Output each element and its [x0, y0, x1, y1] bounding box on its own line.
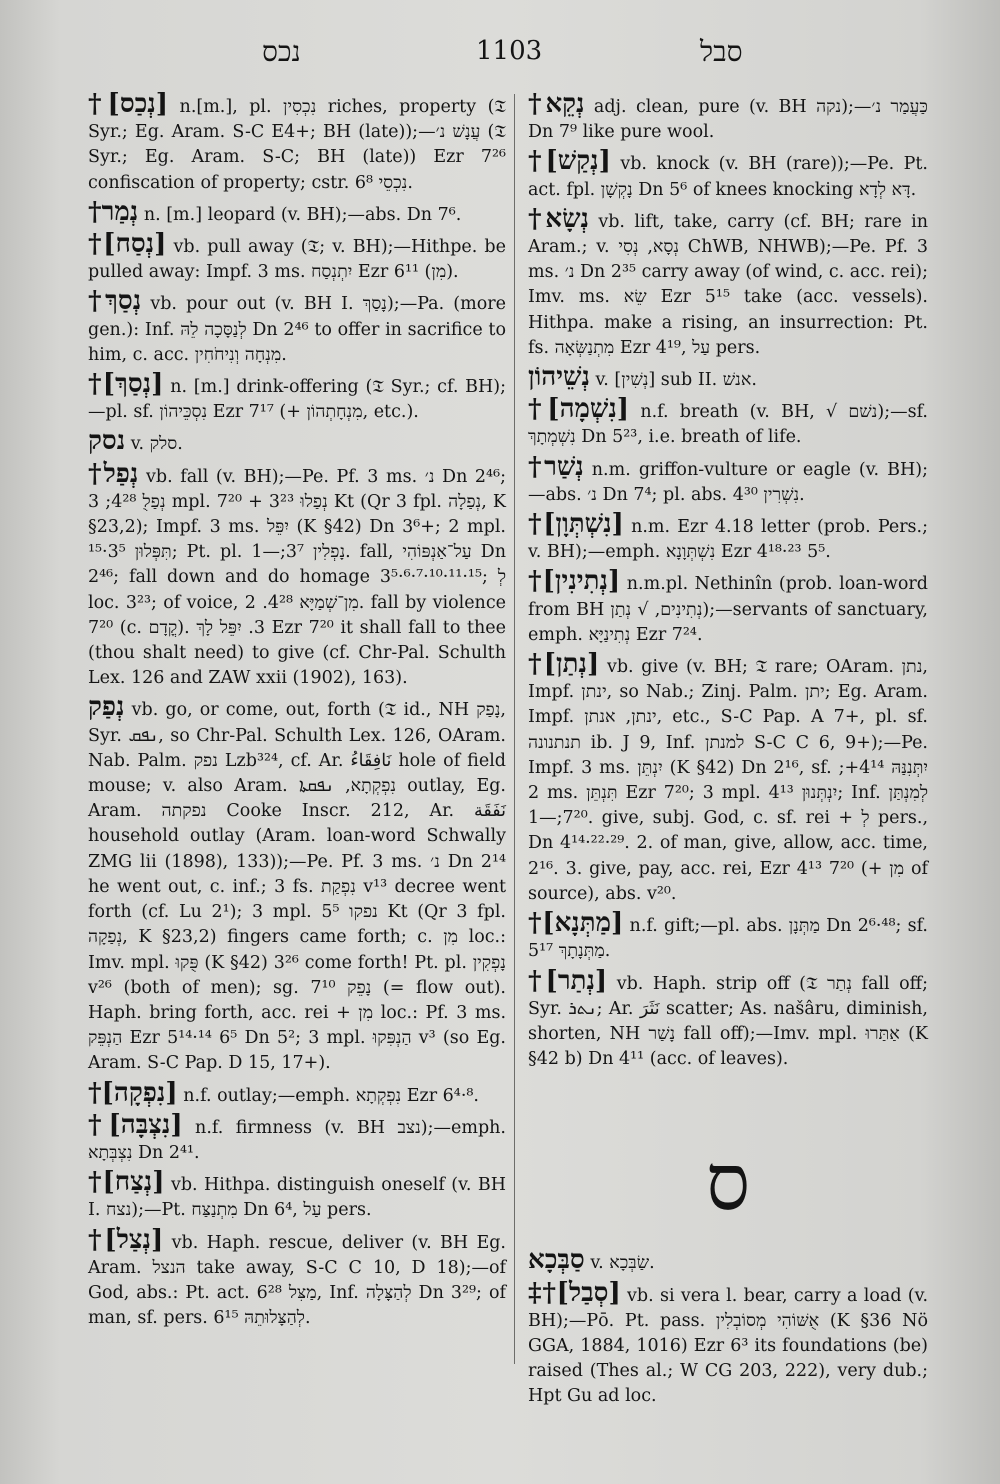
entry-netan	[528, 649, 929, 907]
entry-lemma: †[נִשְׁמָה]	[528, 394, 630, 425]
entry-body: vb. Haph. rescue, deliver (v. BH Eg. Aram. הנצל take away, S-C C 10, D 18);—of God, abs.: Pt. act. מַצִּל 6²⁸, Inf. לְהַצָּלָה Dn 3²⁹; of man, sf. pers. לְהַצָּלוּתֵהּ 6¹⁵.	[88, 1232, 506, 1329]
page-number: 1103	[476, 36, 543, 66]
entry-nsq-crossref	[88, 426, 506, 457]
entry-neqash	[528, 146, 928, 202]
entry-lemma: †[נְכַס]	[88, 89, 169, 119]
entry-lemma: †[נְתַן]	[528, 649, 600, 680]
entry-body: v. שַׂבְּכָא.	[590, 1253, 655, 1274]
entry-body: vb. go, or come, out, forth (𝔗 id., NH נָפַק, Syr. ܢܦܩ, so Chr-Pal. Schulth Lex. 126, OAram. Nab. Palm. נפק Lzb³²⁴, cf. Ar. نَافِقَاءُ hole of field mouse; v. also Aram. נִפְקְתָא, ܢܦܩܬܐ outlay, Eg. Aram. נפקתה Cooke Inscr. 212, Ar. نَفَقَة household outlay (Aram. loan-word Schwally ZMG lii (1898), 133));—Pe. Pf. 3 ms. נ׳ Dn 2¹⁴ he went out, c. inf.; 3 fs. נִפְקַת v¹³ decree went forth (cf. Lu 2¹); 3 mpl. נפקו 5⁵ Kt (Qr 3 fpl. נְפַקָה, K §23,2) fingers came forth; c. מִן loc.: Imv. mpl. פֻּקוּ (K §42) 3²⁶ come forth! Pt. pl. נָפְקִין v²⁶ (both of men); sg. נָפֵק 7¹⁰ (= flow out). Haph. bring forth, acc. rei + מִן loc.: Pf. 3 ms. הַנְפֵּק Ezr 5¹⁴·¹⁴ 6⁵ Dn 5²; 3 mpl. הַנְפִּקוּ v³ (so Eg. Aram. S-C Pap. D 15, 17+).	[88, 700, 507, 1074]
entry-lemma: נְשֵׁיהוֹן	[528, 362, 590, 393]
entry-lemma: †[נִפְקָה]	[88, 1077, 178, 1108]
entry-nesah-hithpa	[88, 1167, 506, 1223]
entry-lemma: †[מַתְּנָא]	[528, 908, 624, 939]
entry-body: vb. Hithpa. distinguish oneself (v. BH I. נצח);—Pt. מִתְנַצַּח Dn 6⁴, עַל pers.	[88, 1175, 506, 1221]
entry-body: vb. pull away (𝔗; v. BH);—Hithpe. be pulled away: Impf. 3 ms. יִתְנְסַח Ezr 6¹¹ (מִן).	[88, 237, 506, 283]
entry-lemma: †נְשָׂא	[528, 203, 589, 234]
entry-lemma: †נְמַר	[88, 196, 139, 227]
running-header-right: סבל	[700, 35, 743, 68]
entry-nifqa	[88, 1077, 506, 1109]
entry-matna	[528, 908, 928, 964]
entry-lemma: סַבְּכָא	[528, 1245, 585, 1276]
entry-nesak-verb	[88, 286, 507, 368]
entry-body: n.f. outlay;—emph. נִפְקְתָא Ezr 6⁴·⁸.	[183, 1085, 479, 1106]
entry-lemma: †נְקֵא	[528, 89, 585, 119]
entry-sabbeka	[528, 1245, 928, 1276]
entry-body: n.f. gift;—pl. abs. מַתְּנָן Dn 2⁶·⁴⁸; sf. מַתְּנָתָךְ 5¹⁷.	[528, 916, 928, 962]
entry-body: n. [m.] leopard (v. BH);—abs. Dn 7⁶.	[143, 204, 462, 225]
entry-body: vb. give (v. BH; 𝔗 rare; OAram. נתן, Impf. ינתן, so Nab.; Zinj. Palm. יתן; Eg. Aram. Impf. ינתן, אנתן, etc., S-C Pap. A 7+, pl. sf. תנתנונה ib. J 9, Inf. למנתן S-C C 6, 9+);—Pe. Impf. 3 ms. יִנְתֵּן (K §42) Dn 2¹⁶, sf. יִתְּנִנַּהּ 4¹⁴+; 2 ms. תִּנְתֵּן Ezr 7²⁰; 3 mpl. יִנְתְּנוּן 4¹³; Inf. לְמִנְתַּן 7²⁰;—1. give, subj. God, c. sf. rei + לְ pers., Dn 4¹⁴·²²·²⁹. 2. of man, give, allow, acc. time, 2¹⁶. 3. give, pay, acc. rei, Ezr 4¹³ 7²⁰ (+ מִן of source), abs. v²⁰.	[528, 657, 929, 904]
entry-nesah	[88, 229, 506, 285]
entry-lemma: †[נְתַר]	[528, 965, 608, 996]
entry-body: n.f. firmness (v. BH נצב);—emph. נִצְבְּתָא Dn 2⁴¹.	[88, 1117, 506, 1163]
entry-body: n.[m.], pl. נִכְסִין riches, property (𝔗 Syr.; Eg. Aram. S-C E4+; BH (late));—עֲנָשׁ נ׳ (𝔗 Syr.; Eg. Aram. S-C; BH (late)) Ezr 7²⁶ confiscation of property; cstr. נִכְסֵי 6⁸.	[88, 97, 506, 193]
entry-lemma: †נְפַל	[88, 458, 139, 489]
entry-lemma: †[נְתִינִין]	[528, 566, 621, 597]
entry-body: vb. pour out (v. BH I. נָסַךְ);—Pa. (more gen.): Inf. לְנַסָּכָה לֵהּ Dn 2⁴⁶ to offer in sacrifice to him, c. acc. מִנְחָה וְנִיחֹחִין.	[88, 294, 507, 365]
entry-nishma	[528, 394, 928, 450]
entry-body: v. [נְשִׁין] sub II. אנשׁ.	[595, 370, 757, 391]
entry-body: n.m. Ezr 4.18 letter (prob. Pers.; v. BH);—emph. נִשְׁתְּוָנָא Ezr 4¹⁸·²³ 5⁵.	[528, 517, 928, 563]
entry-lemma: †[נְצַח]	[88, 1167, 165, 1198]
entry-nekas	[88, 89, 506, 196]
entry-nesal	[88, 1224, 506, 1332]
entry-sebal	[528, 1277, 929, 1410]
entry-nefaq	[88, 692, 507, 1076]
entry-lemma: נְפַק	[88, 692, 125, 723]
entry-neshar	[528, 451, 928, 508]
entry-body: adj. clean, pure (v. BH נקה);—כַּעֲמַר נ׳ Dn 7⁹ like pure wool.	[528, 97, 928, 143]
entry-nishtewan	[528, 509, 928, 565]
entry-neshehon	[528, 362, 928, 393]
entry-body: n.m. griffon-vulture or eagle (v. BH);—abs. נ׳ Dn 7⁴; pl. abs. נִשְׁרִין 4³⁰.	[528, 459, 928, 505]
entry-body: vb. fall (v. BH);—Pe. Pf. 3 ms. נ׳ Dn 2⁴⁶; נְפַלֻ 4²⁸; 3 mpl. נְפַלוּ 3²³ + 7²⁰ Kt (Qr 3 fpl. נְפַלָה, K §23,2); Impf. 3 ms. יִפֵּל (K §42) Dn 3⁶+; 2 mpl. תִּפְּלוּן 3⁵·¹⁵; Pt. pl. נָפְלִין 3⁷;—1. fall, עַל־אַנְפּוֹהִי Dn 2⁴⁶; fall down and do homage 3⁵·⁶·⁷·¹⁰·¹¹·¹⁵; לְ loc. 3²³; of voice, מִן־שְׁמַיָּא 4²⁸. 2. fall by violence 7²⁰ (c. קֳדָם). 3. יִפֵּל לָךְ Ezr 7²⁰ it shall fall to thee (thou shalt need) to give (cf. Chr-Pal. Schulth Lex. 126 and ZAW xxii (1902), 163).	[88, 466, 507, 689]
entry-lemma: †[נְסַח]	[88, 229, 167, 260]
entry-nesa	[528, 203, 929, 361]
entry-nesak-noun	[88, 369, 506, 425]
entry-lemma: נסק	[88, 426, 126, 457]
running-header-left: נכס	[262, 35, 301, 68]
column-divider	[514, 94, 515, 1364]
entry-nemar	[88, 196, 506, 228]
entry-lemma: †[נְצַל]	[88, 1224, 164, 1255]
entry-body: vb. lift, take, carry (cf. BH; rare in Aram.; v. נְסָא, נְסִי ChWB, NHWB);—Pe. Pf. 3 ms. נ׳ Dn 2³⁵ carry away (of wind, c. acc. rei); Imv. ms. שֵׂא Ezr 5¹⁵ take (acc. vessels). Hithpa. make a rising, an insurrection: Pt. fs. מִתְנַשְּׂאָה Ezr 4¹⁹, עַל pers.	[528, 211, 929, 358]
entry-body: n. [m.] drink-offering (𝔗 Syr.; cf. BH);—pl. sf. נִסְכֵּיהוֹן Ezr 7¹⁷ (+ מִנְחָתְהוֹן, etc.).	[88, 377, 506, 423]
entry-neqe	[528, 89, 928, 145]
entry-body: vb. Haph. strip off (𝔗 נְתַר fall off; Syr. ܢܬܪ; Ar. نَثَرَ scatter; As. našâru, diminish, shorten, NH נָשַׁר fall off);—Imv. mpl. אַתַּרוּ (K §42 b) Dn 4¹¹ (acc. of leaves).	[528, 973, 928, 1070]
entry-lemma: †נְשַׁר	[528, 451, 584, 482]
entry-lemma: †[נְסַךְ]	[88, 369, 164, 400]
entry-body: vb. knock (v. BH (rare));—Pe. Pt. act. fpl. נָקְשָׁן Dn 5⁶ of knees knocking דָּא לְדָא.	[528, 154, 928, 200]
entry-nisba	[88, 1109, 506, 1166]
left-column	[88, 89, 507, 1335]
entry-netinin	[528, 566, 928, 648]
entry-body: v. סלק.	[130, 434, 183, 455]
entry-lemma: ‡†[סְבַל]	[528, 1277, 621, 1308]
right-column	[528, 89, 929, 1414]
entry-netar	[528, 965, 928, 1073]
entry-body: vb. si vera l. bear, carry a load (v. BH);—Pō. Pt. pass. אֻשּׁוֹהִי מְסוֹבְלִין (K §36 Nö GGA, 1884, 1016) Ezr 6³ its foundations (be) raised (Thes al.; W CG 203, 222), very dub.; Hpt Gu ad loc.	[528, 1285, 929, 1407]
entry-lemma: †נְסַךְ	[88, 286, 142, 317]
entry-lemma: †[נִצְבָּה]	[88, 1109, 183, 1140]
entry-body: n.f. breath (v. BH, √ נשׁם);—sf. נִשְׁמְתָךְ Dn 5²³, i.e. breath of life.	[528, 402, 928, 448]
section-letter-samekh: ס	[705, 1138, 751, 1229]
entry-nefal	[88, 458, 507, 692]
entry-lemma: †[נְקַשׁ]	[528, 146, 611, 177]
entry-body: n.m.pl. Nethinîn (prob. loan-word from BH נְתִינִים, √ נְתַן);—servants of sanctuary, emph. נְתִינַיָּא Ezr 7²⁴.	[528, 574, 928, 645]
entry-lemma: †[נִשְׁתְּוָן]	[528, 509, 624, 540]
